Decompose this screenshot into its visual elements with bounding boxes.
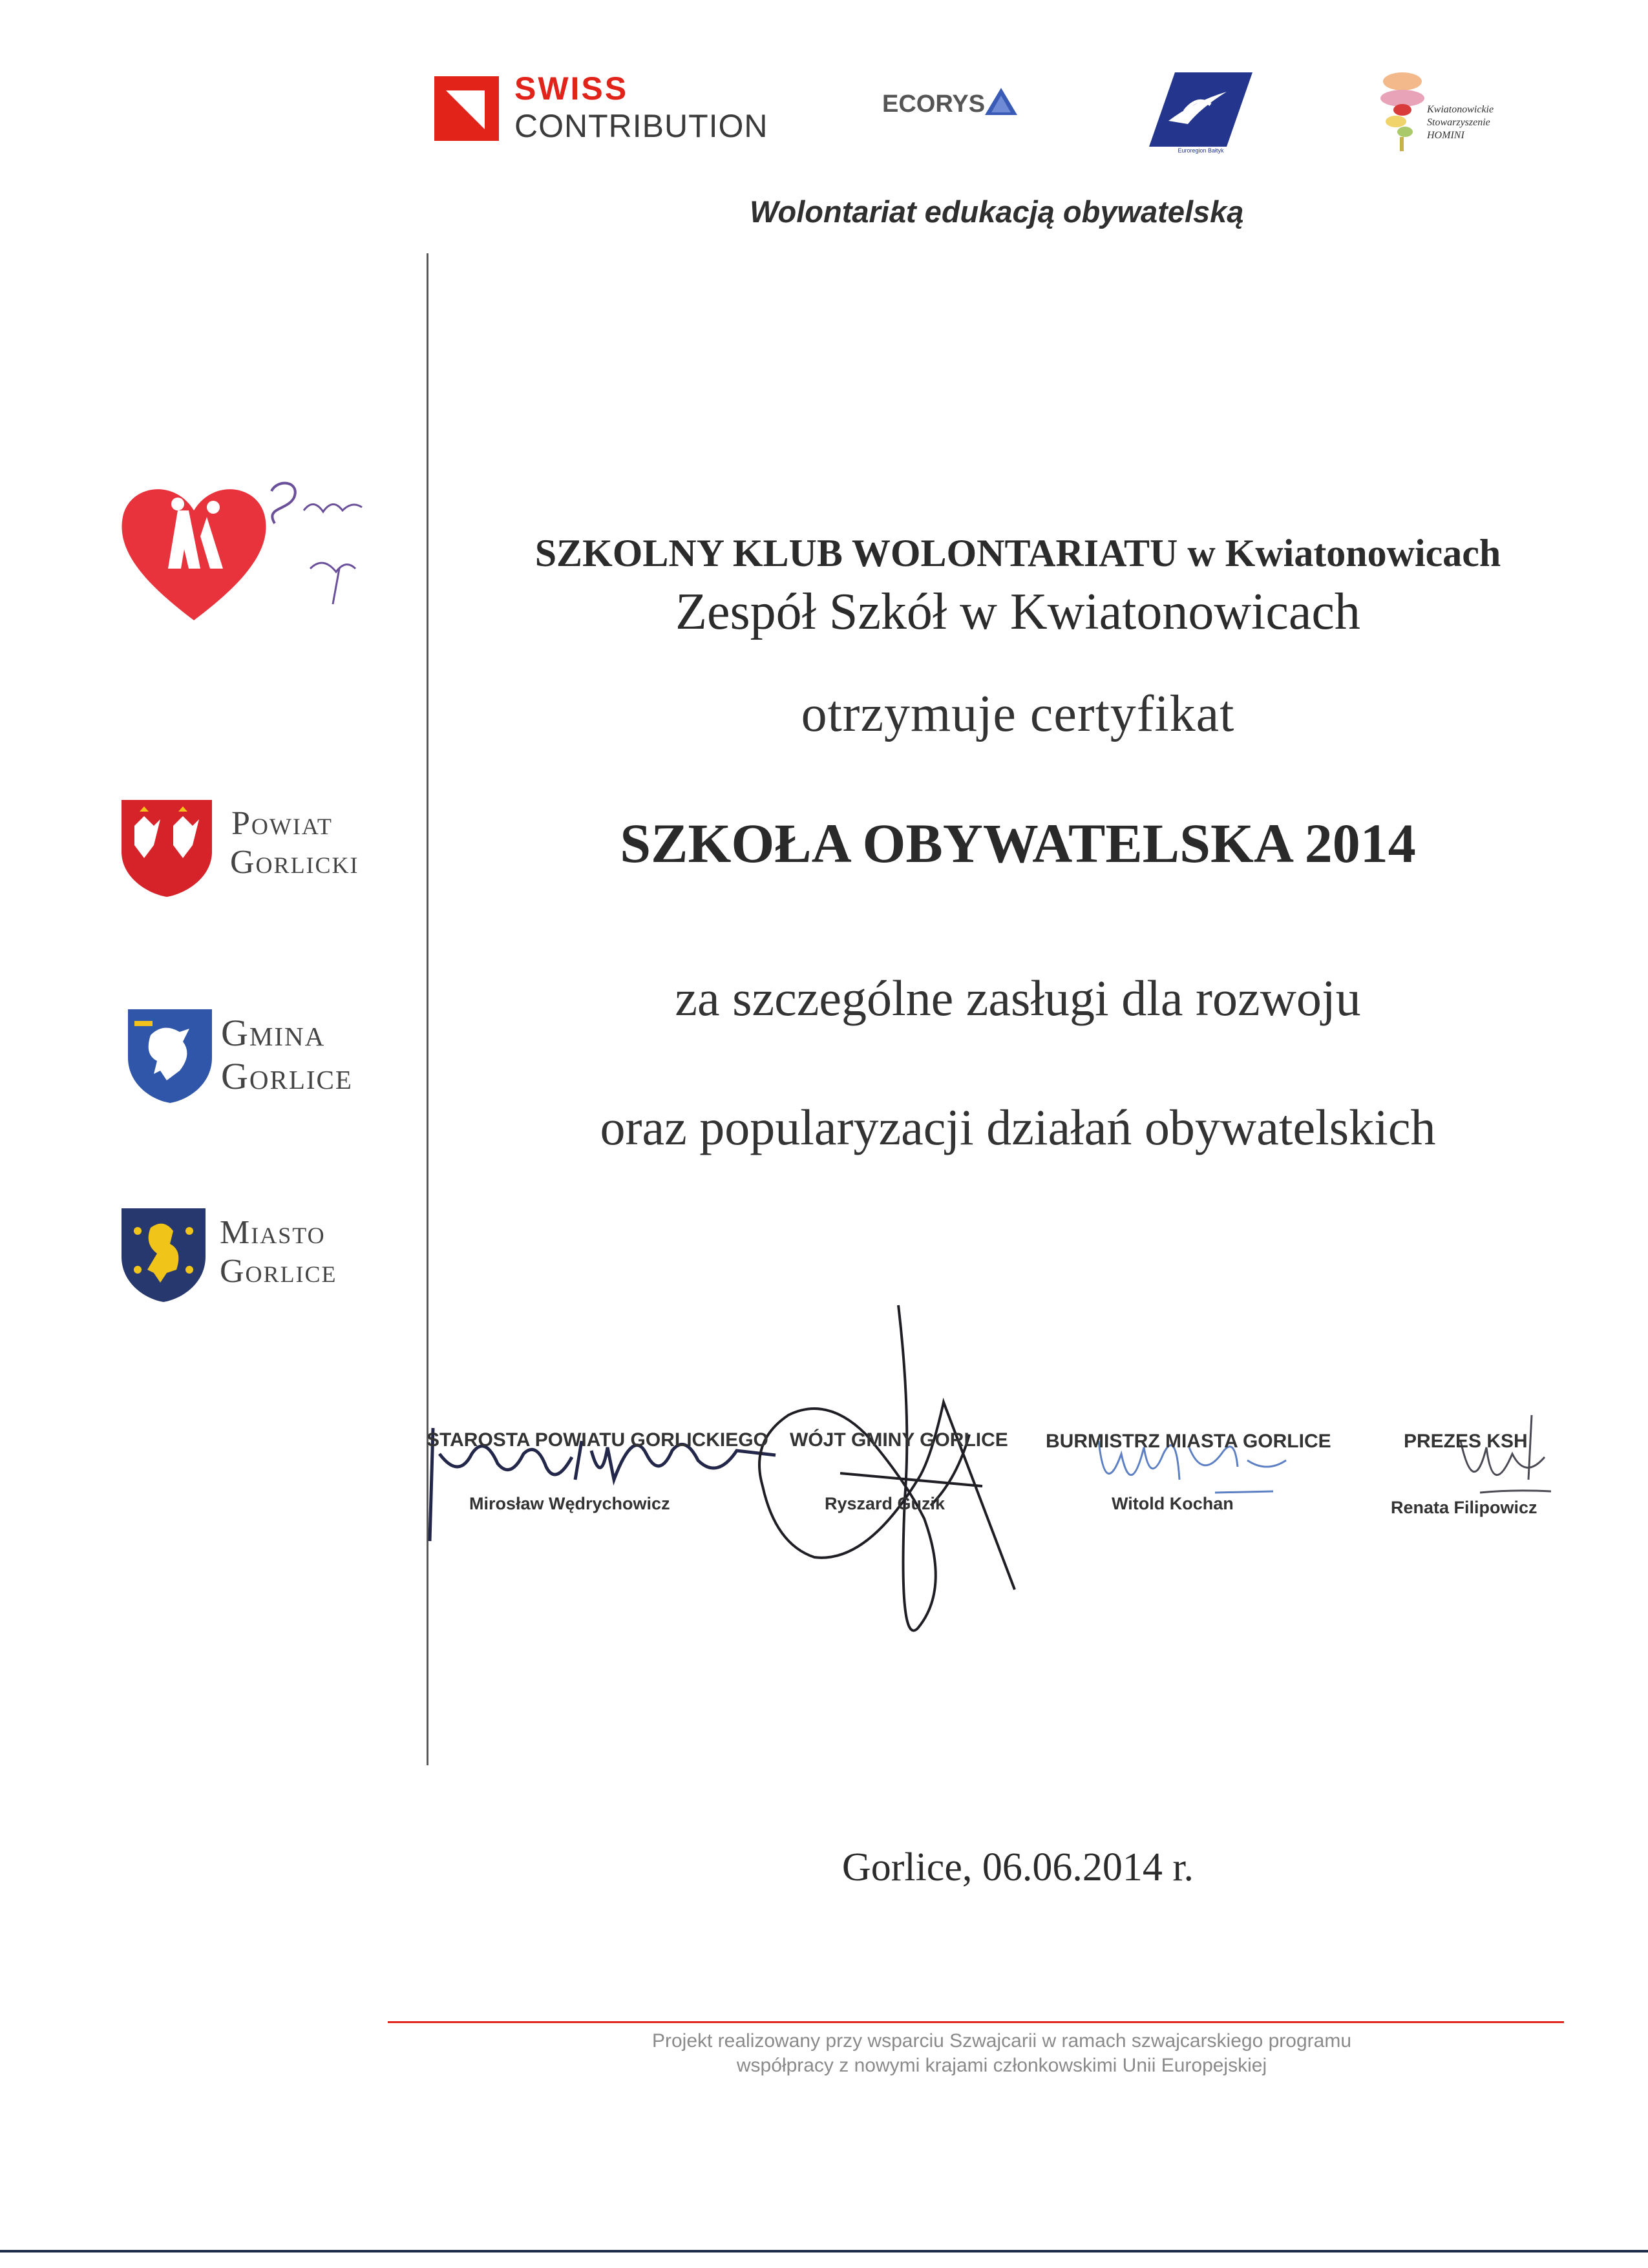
footer-divider	[388, 2021, 1564, 2023]
homini-line-3: HOMINI	[1427, 130, 1464, 141]
footer-note-line-1: Projekt realizowany przy wsparciu Szwajcarii w ramach szwajcarskiego programu	[651, 2030, 1352, 2052]
signatory-1-name: Mirosław Wędrychowicz	[469, 1494, 670, 1513]
recipient-club: SZKOLNY KLUB WOLONTARIATU w Kwiatonowicach	[534, 532, 1501, 574]
receives-certificate-text: otrzymuje certyfikat	[801, 686, 1235, 742]
powiat-label-line-1: Powiat	[231, 805, 333, 842]
powiat-label-line-2: Gorlicki	[230, 844, 359, 881]
euroregion-caption: Euroregion Bałtyk	[1178, 147, 1224, 154]
gmina-label-line-2: Gorlice	[221, 1055, 353, 1097]
signatory-1-role: STAROSTA POWIATU GORLICKIEGO	[427, 1429, 768, 1451]
homini-line-2: Stowarzyszenie	[1427, 117, 1490, 128]
project-title: Wolontariat edukacją obywatelską	[750, 194, 1244, 229]
swiss-contribution-flag-icon	[434, 76, 499, 141]
ecorys-logo-text: ECORYS	[882, 90, 986, 118]
signatory-3-role: BURMISTRZ MIASTA GORLICE	[1046, 1431, 1331, 1452]
handwritten-signatures-icon	[414, 1286, 1577, 1651]
powiat-gorlicki-coat-of-arms-icon	[121, 800, 212, 900]
swiss-contribution-name: SWISS	[514, 70, 629, 107]
footer-note-line-2: współpracy z nowymi krajami członkowskimi Unii Europejskiej	[736, 2055, 1267, 2076]
siegamy-wyzej-heart-logo-icon	[116, 472, 388, 630]
signatory-4-name: Renata Filipowicz	[1391, 1498, 1537, 1517]
merit-line-2: oraz popularyzacji działań obywatelskich	[600, 1099, 1436, 1155]
homini-association-logo-icon	[1377, 70, 1428, 157]
ecorys-triangle-icon	[985, 88, 1017, 118]
swiss-contribution-subtitle: CONTRIBUTION	[514, 108, 768, 144]
merit-line-1: za szczególne zasługi dla rozwoju	[675, 970, 1361, 1026]
homini-line-1: Kwiatonowickie	[1427, 104, 1494, 115]
signatory-3-name: Witold Kochan	[1112, 1494, 1234, 1513]
miasto-label-line-1: Miasto	[220, 1214, 326, 1251]
signatory-2-name: Ryszard Guzik	[825, 1494, 945, 1513]
gmina-gorlice-coat-of-arms-icon	[128, 1009, 212, 1106]
recipient-school: Zespół Szkół w Kwiatonowicach	[675, 583, 1360, 640]
scan-edge	[0, 2250, 1648, 2252]
gmina-label-line-1: Gmina	[221, 1012, 326, 1054]
signatory-2-role: WÓJT GMINY GORLICE	[790, 1429, 1008, 1451]
homini-association-text	[1427, 103, 1524, 142]
signatory-4-role: PREZES KSH	[1404, 1431, 1528, 1452]
award-title: SZKOŁA OBYWATELSKA 2014	[620, 812, 1416, 874]
miasto-gorlice-coat-of-arms-icon	[121, 1208, 206, 1305]
miasto-label-line-2: Gorlice	[220, 1253, 337, 1290]
place-and-date: Gorlice, 06.06.2014 r.	[841, 1845, 1194, 1889]
euroregion-baltyk-logo-icon	[1149, 72, 1252, 153]
